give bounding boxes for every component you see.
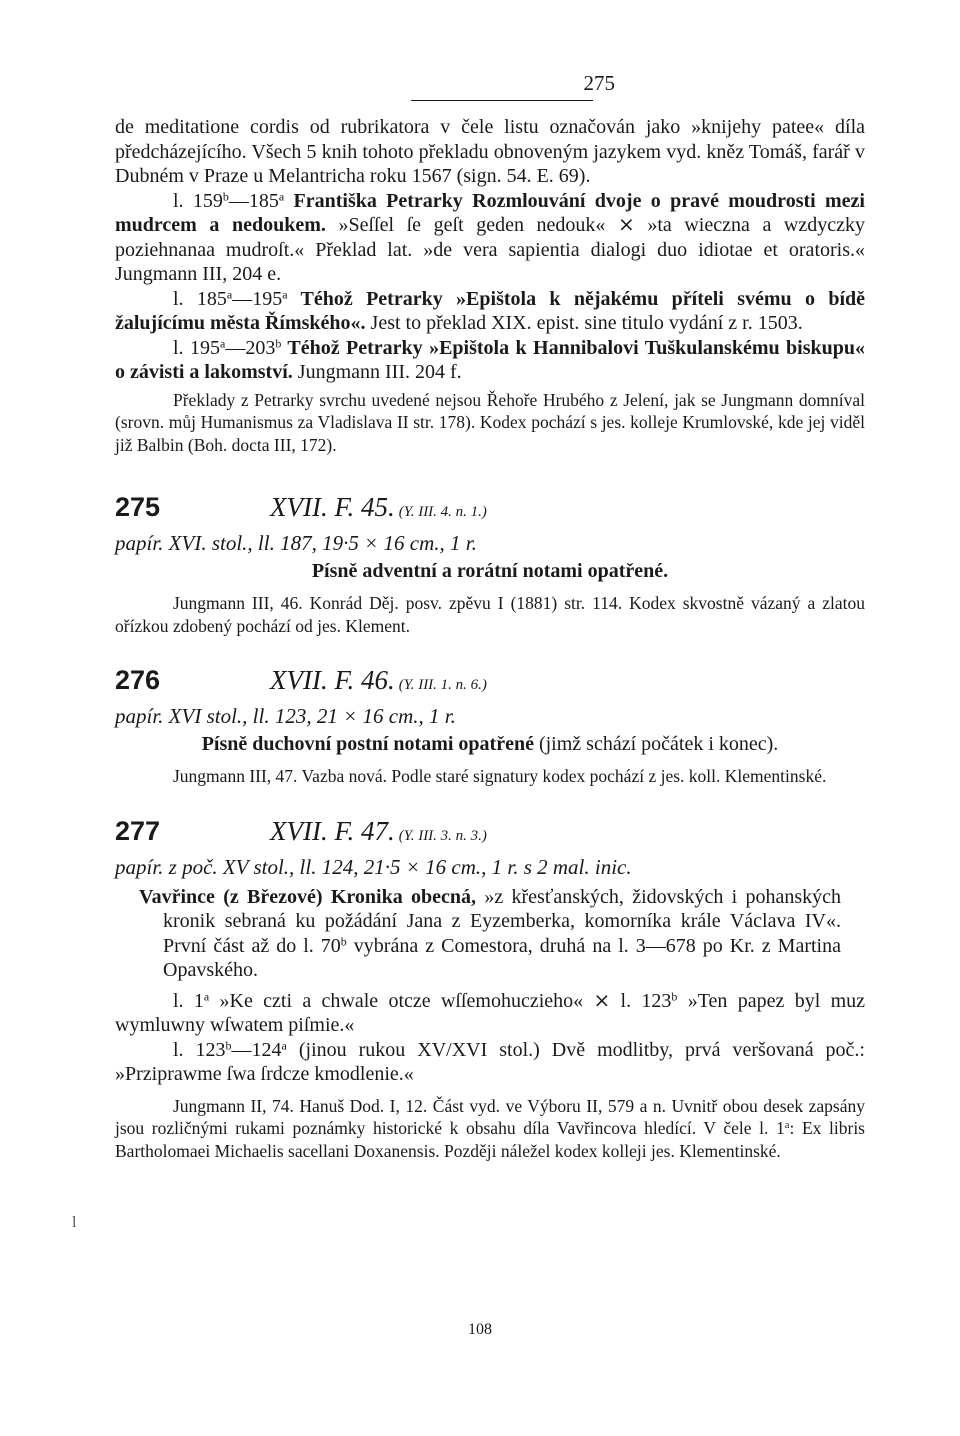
entry-heading	[115, 814, 865, 853]
page-content	[115, 70, 865, 1162]
entry-location: (Y. III. 1. n. 6.)	[398, 677, 487, 693]
entry-note: Jungmann III, 46. Konrád Děj. posv. zpěvu I (1881) str. 114. Kodex skvostně vázaný a zlatou ořízkou zdobený pochází od jes. Klement.	[115, 593, 865, 636]
entry-note: Jungmann III, 47. Vazba nová. Podle staré signatury kodex pochází z jes. koll. Klementinské.	[173, 766, 827, 786]
entry-275	[115, 490, 865, 637]
entry-number: 277	[115, 815, 161, 846]
item-petrarka-epistola-1: l. 185$^a$—195$^a$ Téhož Petrarky »Epištola k nějakému příteli svému o bídě žalujícímu města Římského«. Jest to překlad XIX. epist. sine titulo vydání z r. 1503.	[115, 286, 866, 334]
page-number: 275	[583, 71, 615, 95]
entry-location: (Y. III. 3. n. 3.)	[398, 827, 487, 844]
item-petrarka-rozmlouvani: l. 159$^b$—185$^a$ Františka Petrarky Rozmlouvání dvoje o pravé moudrosti mezi mudrcem a nedoukem. »Seſſel ſe geſt geden nedouk« ⨯ »ta wieczna a wzdyczky poziehnanaa mudroſt.« Překlad lat. »de vera sapientia dialogi duo idiotae et oratoris.« Jungmann III, 204 e.	[115, 188, 865, 285]
entry-276	[115, 663, 865, 788]
continuation-paragraph: de meditatione cordis od rubrikatora v čele listu označován jako »knijehy patee« díla předcházejícího. Všech 5 knih tohoto překladu obnoveným jazykem vyd. kněz Tomáš, farář v Dubném v Praze u Melantricha roku 1567 (sign. 54. E. 69).	[115, 116, 865, 187]
entry-title: Písně adventní a rorátní notami opatřené.	[311, 560, 669, 582]
entry-item-2: l. 123$^b$—124$^a$ (jinou rukou XV/XVI stol.) Dvě modlitby, prvá veršovaná poč.: »Prziprawme ſwa ſrdcze kmodlenie.«	[115, 1037, 865, 1085]
item-petrarka-epistola-2: l. 195$^a$—203$^b$ Téhož Petrarky »Epištola k Hannibalovi Tuškulanskému biskupu« o závisti a lakomství. Jungmann III. 204 f.	[115, 335, 865, 383]
entry-title: Vavřince (z Březové) Kronika obecná, »z křesťanských, židovských i pohanských kronik sebraná ku požádání Jana z Eyzemberka, komorníka krále Václava IV«. První část až do l. 70$^b$ vybrána z Comestora, druhá na l. 3—678 po Kr. z Martina Opavského.	[139, 885, 842, 981]
entry-signature: XVII. F. 46.	[270, 665, 395, 695]
entry-277	[115, 814, 865, 1163]
entry-heading	[115, 663, 865, 702]
entry-number: 276	[115, 665, 161, 695]
entry-signature: XVII. F. 45.	[270, 492, 395, 522]
entry-title: Písně duchovní postní notami opatřené (jimž schází počátek i konec).	[201, 733, 779, 755]
entry-location: (Y. III. 4. n. 1.)	[398, 504, 487, 520]
entry-heading	[115, 490, 865, 529]
entry-paper: papír. XVI. stol., ll. 187, 19·5 × 16 cm., 1 r.	[115, 531, 477, 555]
continuation-block	[115, 115, 865, 456]
entry-signature: XVII. F. 47.	[270, 815, 395, 846]
entry-paper: papír. z poč. XV stol., ll. 124, 21·5 × 16 cm., 1 r. s 2 mal. inic.	[115, 854, 632, 879]
entry-item-1: l. 1$^a$ »Ke czti a chwale otcze wſſemohuczieho« ⨯ l. 123$^b$ »Ten papez byl muz wymluwny wſwatem piſmie.«	[115, 988, 865, 1036]
header-rule	[411, 100, 593, 101]
entry-note: Jungmann II, 74. Hanuš Dod. I, 12. Část vyd. ve Výboru II, 579 a n. Uvnitř obou desek zapsány jsou rozličnými rukami poznámky historické k obsahu díla Vavřincova hledící. V čele l. 1$^a$: Ex libris Bartholomaei Michaelis sacellani Doxanensis. Později náležel kodex kolleji jes. Klementinské.	[115, 1095, 865, 1161]
continuation-note: Překlady z Petrarky svrchu uvedené nejsou Řehoře Hrubého z Jelení, jak se Jungmann domníval (srovn. můj Humanismus za Vladislava II str. 178). Kodex pochází s jes. kolleje Krumlovské, kde jej viděl již Balbin (Boh. docta III, 172).	[115, 389, 865, 455]
margin-mark: l	[72, 1214, 77, 1231]
footer-page-number: 108	[468, 1321, 492, 1338]
entry-number: 275	[115, 492, 161, 522]
entry-paper: papír. XVI stol., ll. 123, 21 × 16 cm., 1 r.	[115, 704, 456, 728]
